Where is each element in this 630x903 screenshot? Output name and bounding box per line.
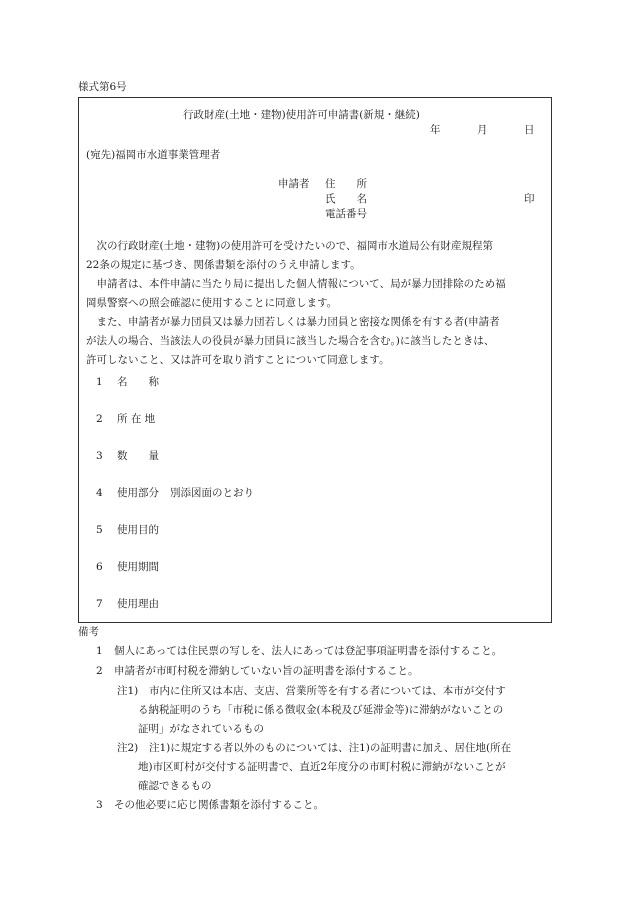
item-name [96,377,159,388]
remark-2 [96,666,419,677]
date-day: 日 [524,124,535,136]
sub-note-1-line: る納税証明のうち「市税に係る徴収金(本税及び延滞金等)に滞納がないことの [138,704,504,716]
item-number: 3 [96,450,103,462]
sub-note-2-line: 確認できるもの [138,780,212,792]
paragraph-line: 22条の規定に基づき、関係書類を添付のうえ申請します。 [86,259,361,271]
item-label: 使用目的 [117,524,159,536]
form-number: 様式第6号 [78,81,127,93]
date-month: 月 [477,124,488,136]
applicant-phone-label: 電話番号 [325,208,367,220]
paragraph-line: 次の行政財産(土地・建物)の使用許可を受けたいので、福岡市水道局公有財産規程第 [96,240,493,252]
item-label: 所 在 地 [117,413,156,425]
sub-note-1-line: 証明」がなされているもの [138,723,264,735]
applicant-name-label: 氏 名 [325,193,367,205]
item-label: 使用期間 [117,561,159,573]
item-location [96,414,155,425]
applicant-label: 申請者 [278,178,310,190]
remark-text: その他必要に応じ関係書類を添付すること。 [114,799,324,811]
item-number: 6 [96,561,103,573]
date-year: 年 [430,124,441,136]
item-number: 5 [96,524,103,536]
remark-number: 2 [96,665,103,677]
item-label: 名 称 [117,376,159,388]
sub-note-2-label: 注2) [117,742,139,754]
sub-note-1-label: 注1) [117,685,139,697]
item-quantity [96,451,159,462]
remark-number: 1 [96,645,103,657]
paragraph-line: が法人の場合、当該法人の役員が暴力団員に該当した場合を含む。)に該当したときは、 [86,335,495,347]
item-number: 2 [96,413,103,425]
remark-1 [96,646,502,657]
item-label: 使用部分 [117,487,159,499]
paragraph-privacy-consent [86,275,548,313]
sub-note-2-line: 注1)に規定する者以外のものについては、注1)の証明書に加え、居住地(所在 [149,742,512,754]
paragraph-line: また、申請者が暴力団員又は暴力団若しくは暴力団員と密接な関係を有する者(申請者 [96,316,500,328]
item-number: 1 [96,376,103,388]
item-label: 使用理由 [117,598,159,610]
seal-mark: 印 [524,193,535,205]
addressee: (宛先)福岡市水道事業管理者 [86,149,221,161]
paragraph-line: 岡県警察への照会確認に使用することに同意します。 [86,297,338,309]
paragraph-line: 許可しないこと、又は許可を取り消すことについて同意します。 [86,354,390,366]
remark-text: 個人にあっては住民票の写しを、法人にあっては登記事項証明書を添付すること。 [114,645,503,657]
remark-number: 3 [96,799,103,811]
remark-3 [96,800,324,811]
item-period [96,562,159,573]
remarks-heading: 備考 [78,626,99,638]
paragraph-line: 申請者は、本件申請に当たり局に提出した個人情報について、局が暴力団排除のため福 [96,278,506,290]
paragraph-gang-consent [86,313,548,370]
sub-note-1-line: 市内に住所又は本店、支店、営業所等を有する者については、本市が交付す [149,685,506,697]
applicant-address-label: 住 所 [325,178,367,190]
item-label: 数 量 [117,450,159,462]
form-title: 行政財産(土地・建物)使用許可申請書(新規・継続) [183,109,420,121]
paragraph-request [86,237,548,275]
item-number: 4 [96,487,103,499]
item-purpose [96,525,159,536]
sub-note-2-line: 地)市区町村が交付する証明書で、直近2年度分の市町村税に滞納がないことが [138,761,506,773]
item-number: 7 [96,598,103,610]
item-reason [96,599,159,610]
remark-text: 申請者が市町村税を滞納していない旨の証明書を添付すること。 [114,665,419,677]
item-usage-area [96,488,254,499]
item-value: 別添図面のとおり [170,487,254,499]
